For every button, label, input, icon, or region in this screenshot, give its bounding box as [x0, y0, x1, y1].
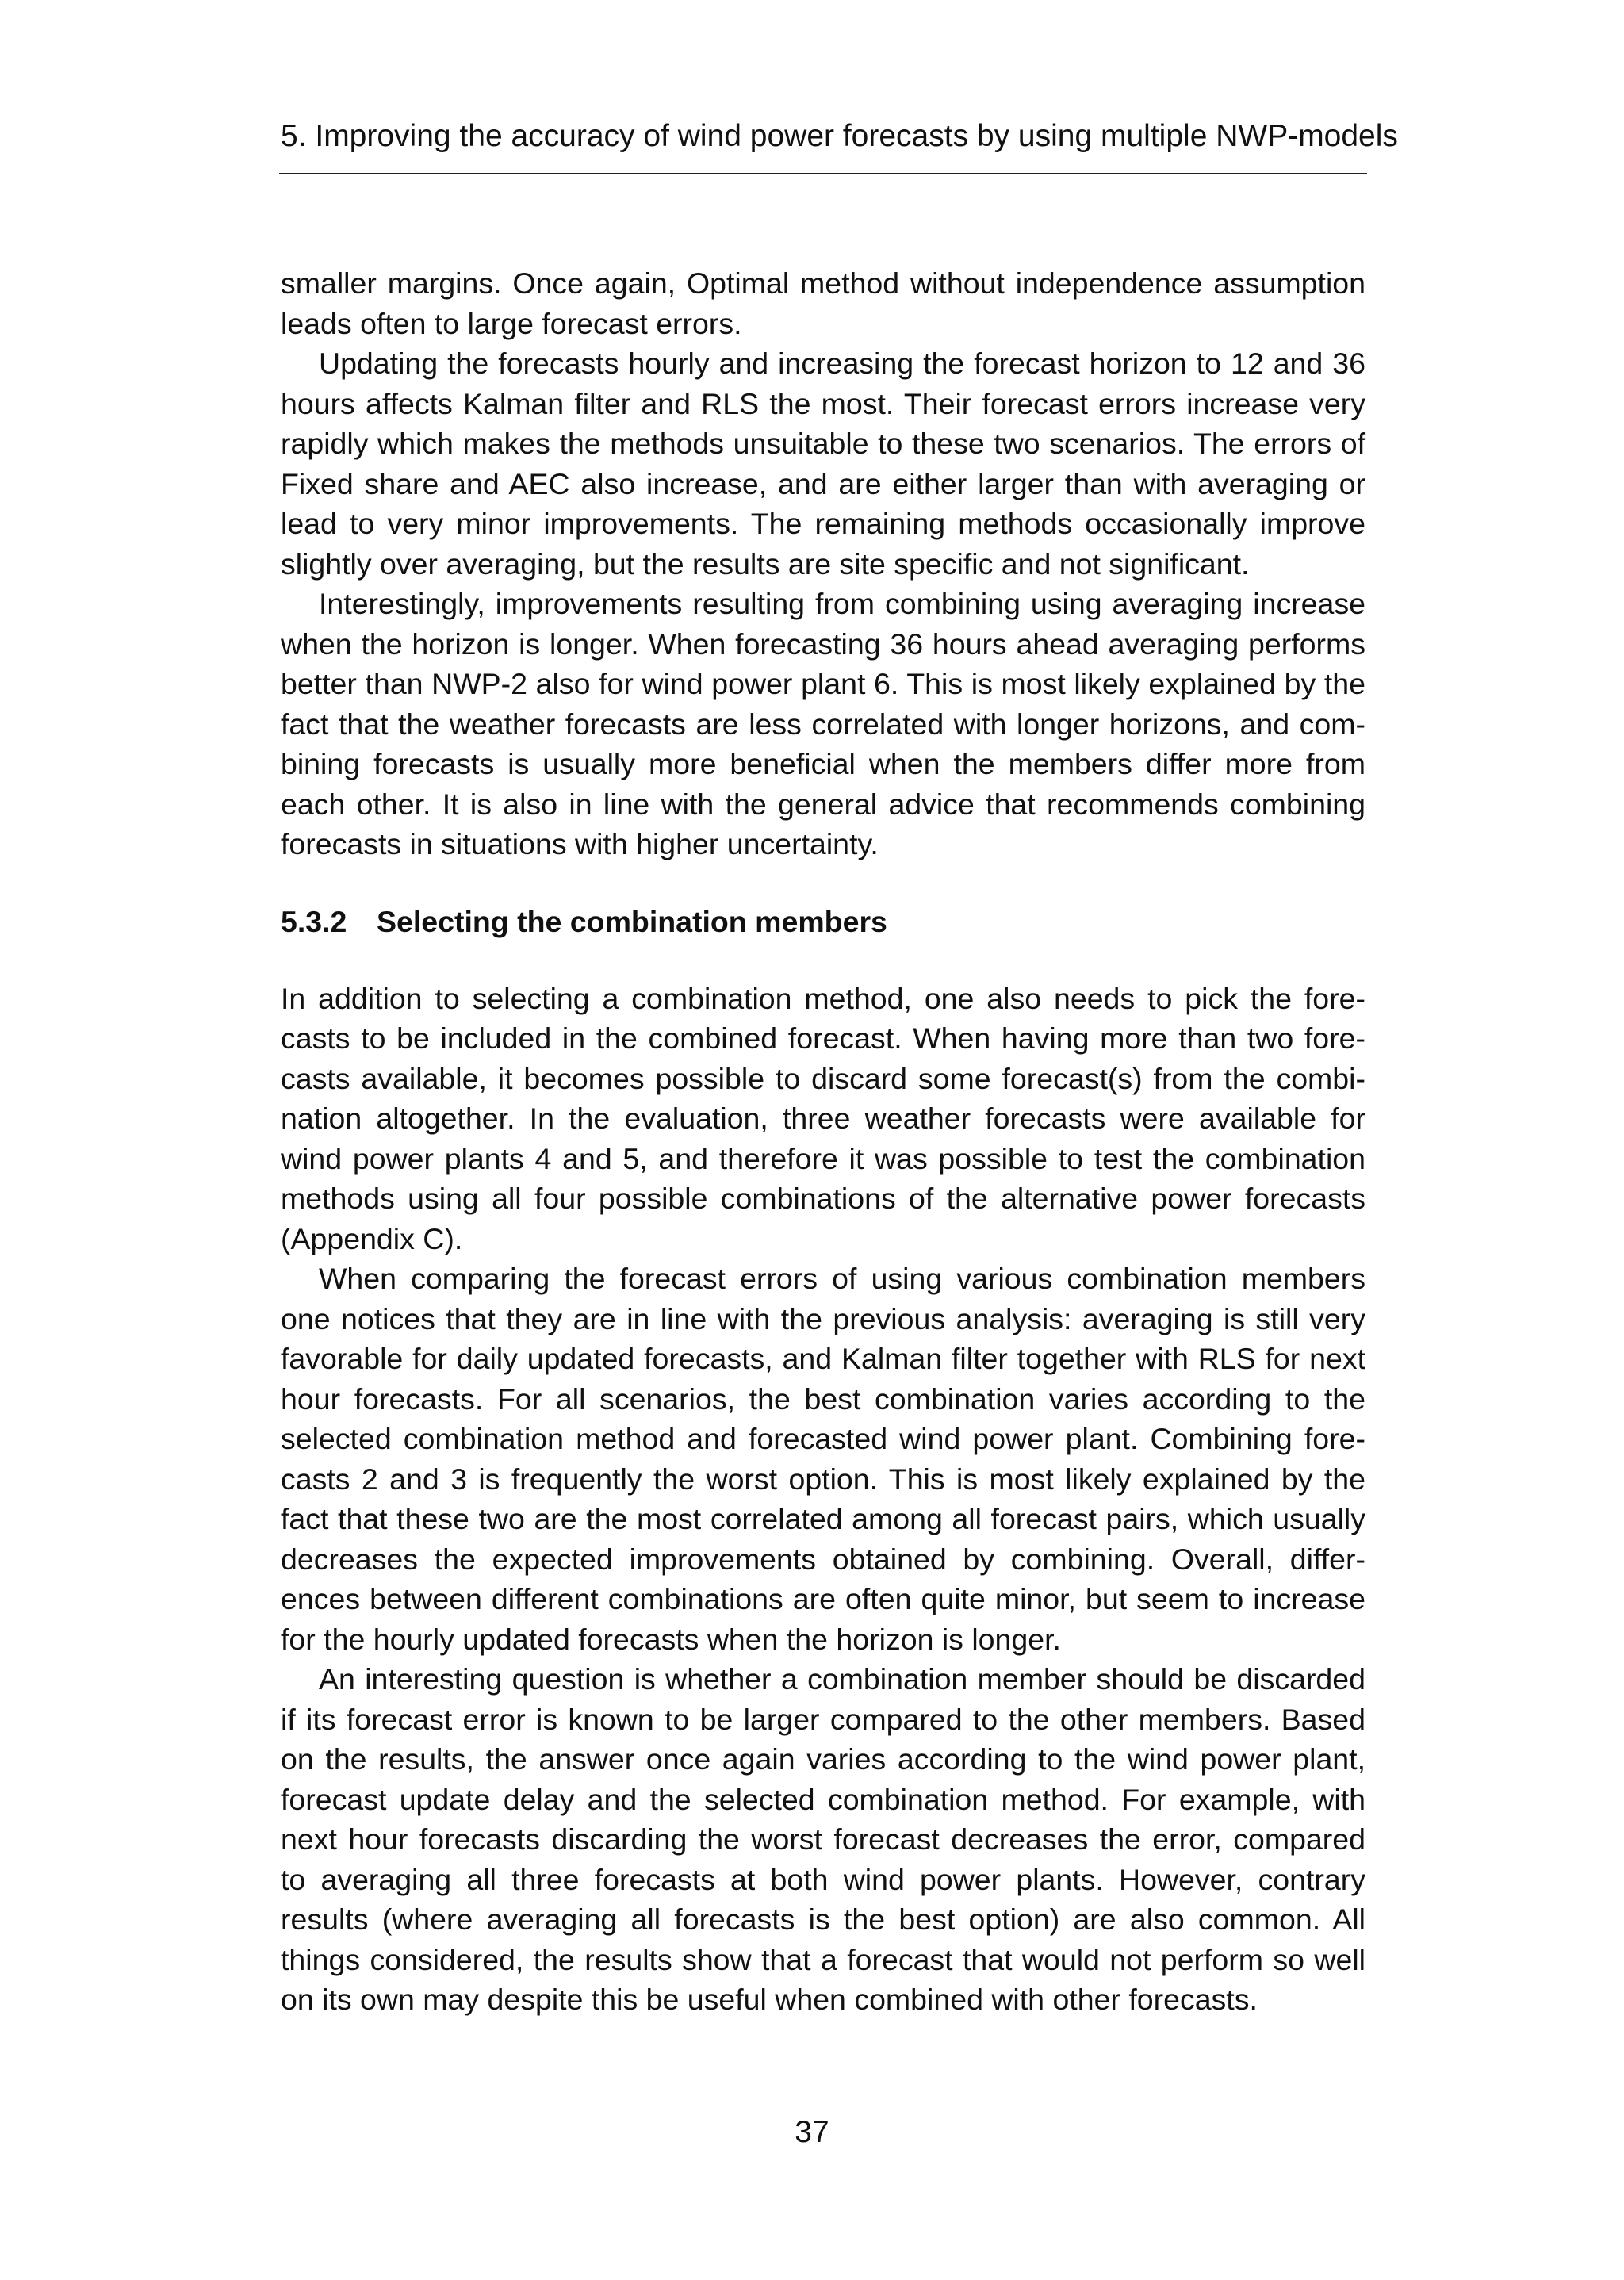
paragraph: In addition to selecting a combination method, one also needs to pick the forecasts to be included in the combined forecast. When having more than two forecasts available, it becomes possible to discard some forecast(s) from the combination altogether. In the evaluation, three weather forecasts were available for wind power plants 4 and 5, and therefore it was possible to test the combination methods using all four possible combinations of the alternative power forecasts (Appendix C).: [281, 981, 1365, 1255]
section-heading: [281, 902, 1365, 941]
paragraph: An interesting question is whether a combination member should be discarded if its forecast error is known to be larger compared to the other members. Based on the results, the answer once again varies according to the wind power plant, forecast update delay and the selected combination method. For example, with next hour forecasts discarding the worst forecast decreases the error, compared to averaging all three forecasts at both wind power plants. However, contrary results (where averaging all forecasts is the best option) are also common. All things considered, the results show that a forecast that would not perform so well on its own may despite this be useful when combined with other forecasts.: [281, 1662, 1365, 2016]
running-header: 5. Improving the accuracy of wind power forecasts by using multiple NWP-models: [281, 119, 1398, 153]
section-number: 5.3.2: [281, 904, 347, 938]
page-number: 37: [795, 2115, 829, 2149]
section-title: Selecting the combination members: [377, 904, 887, 938]
body-text: [281, 263, 1365, 2020]
paragraph: Interestingly, improvements resulting from combining using averaging increase when the horizon is longer. When forecasting 36 hours ahead averaging performs better than NWP-2 also for wind power plant 6. This is most likely explained by the fact that the weather forecasts are less correlated with longer horizons, and combining forecasts is usually more beneficial when the members differ more from each other. It is also in line with the general advice that recommends combining forecasts in situations with higher uncertainty.: [281, 587, 1365, 860]
header-rule: [279, 173, 1367, 174]
paragraph: Updating the forecasts hourly and increasing the forecast horizon to 12 and 36 hours affects Kalman filter and RLS the most. Their forecast errors increase very rapidly which makes the methods unsuitable to these two scenarios. The errors of Fixed share and AEC also increase, and are either larger than with averaging or lead to very minor improvements. The remaining methods occasionally improve slightly over averaging, but the results are site specific and not significant.: [281, 347, 1365, 581]
paragraph: When comparing the forecast errors of using various combination members one notices that they are in line with the previous analysis: averaging is still very favorable for daily updated forecasts, and Kalman filter together with RLS for next hour forecasts. For all scenarios, the best combination varies according to the selected combination method and forecasted wind power plant. Combining forecasts 2 and 3 is frequently the worst option. This is most likely explained by the fact that these two are the most correlated among all forecast pairs, which usually decreases the expected improvements obtained by combining. Overall, differences between different combinations are often quite minor, but seem to increase for the hourly updated forecasts when the horizon is longer.: [281, 1262, 1365, 1656]
paragraph: smaller margins. Once again, Optimal method without independence assumption leads often to large forecast errors.: [281, 266, 1365, 340]
